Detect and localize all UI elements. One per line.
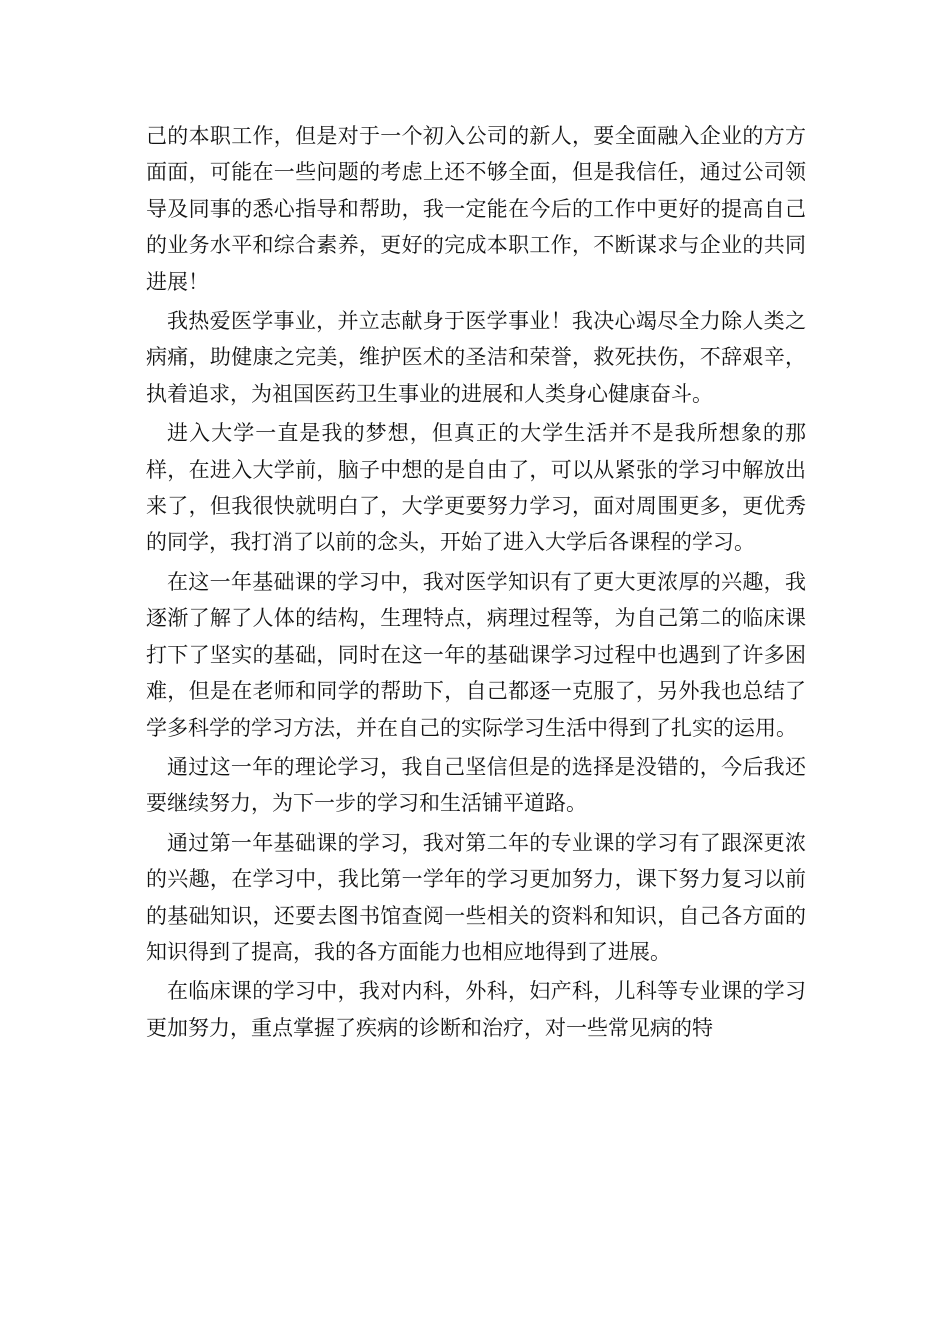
- paragraph-entering-university: 进入大学一直是我的梦想，但真正的大学生活并不是我所想象的那样，在进入大学前，脑子中想的是自由了，可以从紧张的学习中解放出来了，但我很快就明白了，大学更要努力学习，面对周围更多，更优秀的同学，我打消了以前的念头，开始了进入大学后各课程的学习。: [146, 421, 806, 555]
- paragraph-professional-courses: 通过第一年基础课的学习，我对第二年的专业课的学习有了跟深更浓的兴趣，在学习中，我比第一学年的学习更加努力，课下努力复习以前的基础知识，还要去图书馆查阅一些相关的资料和知识，自己各方面的知识得到了提高，我的各方面能力也相应地得到了进展。: [146, 830, 806, 964]
- paragraph-theory-study: 通过这一年的理论学习，我自己坚信但是的选择是没错的，今后我还要继续努力，为下一步的学习和生活铺平道路。: [146, 754, 806, 816]
- paragraph-medical-dedication: 我热爱医学事业，并立志献身于医学事业！我决心竭尽全力除人类之病痛，助健康之完美，维护医术的圣洁和荣誉，救死扶伤，不辞艰辛，执着追求，为祖国医药卫生事业的进展和人类身心健康奋斗。: [146, 309, 806, 406]
- paragraph-basic-courses: 在这一年基础课的学习中，我对医学知识有了更大更浓厚的兴趣，我逐渐了解了人体的结构，生理特点，病理过程等，为自己第二的临床课打下了坚实的基础，同时在这一年的基础课学习过程中也遇到了许多困难，但是在老师和同学的帮助下，自己都逐一克服了，另外我也总结了学多科学的学习方法，并在自己的实际学习生活中得到了扎实的运用。: [146, 569, 806, 740]
- paragraph-continuation: 己的本职工作，但是对于一个初入公司的新人，要全面融入企业的方方面面，可能在一些问题的考虑上还不够全面，但是我信任，通过公司领导及同事的悉心指导和帮助，我一定能在今后的工作中更好的提高自己的业务水平和综合素养，更好的完成本职工作，不断谋求与企业的共同进展！: [146, 124, 806, 294]
- paragraph-clinical-courses: 在临床课的学习中，我对内科，外科，妇产科，儿科等专业课的学习更加努力，重点掌握了疾病的诊断和治疗，对一些常见病的特: [146, 979, 806, 1040]
- document-page: [146, 118, 806, 1049]
